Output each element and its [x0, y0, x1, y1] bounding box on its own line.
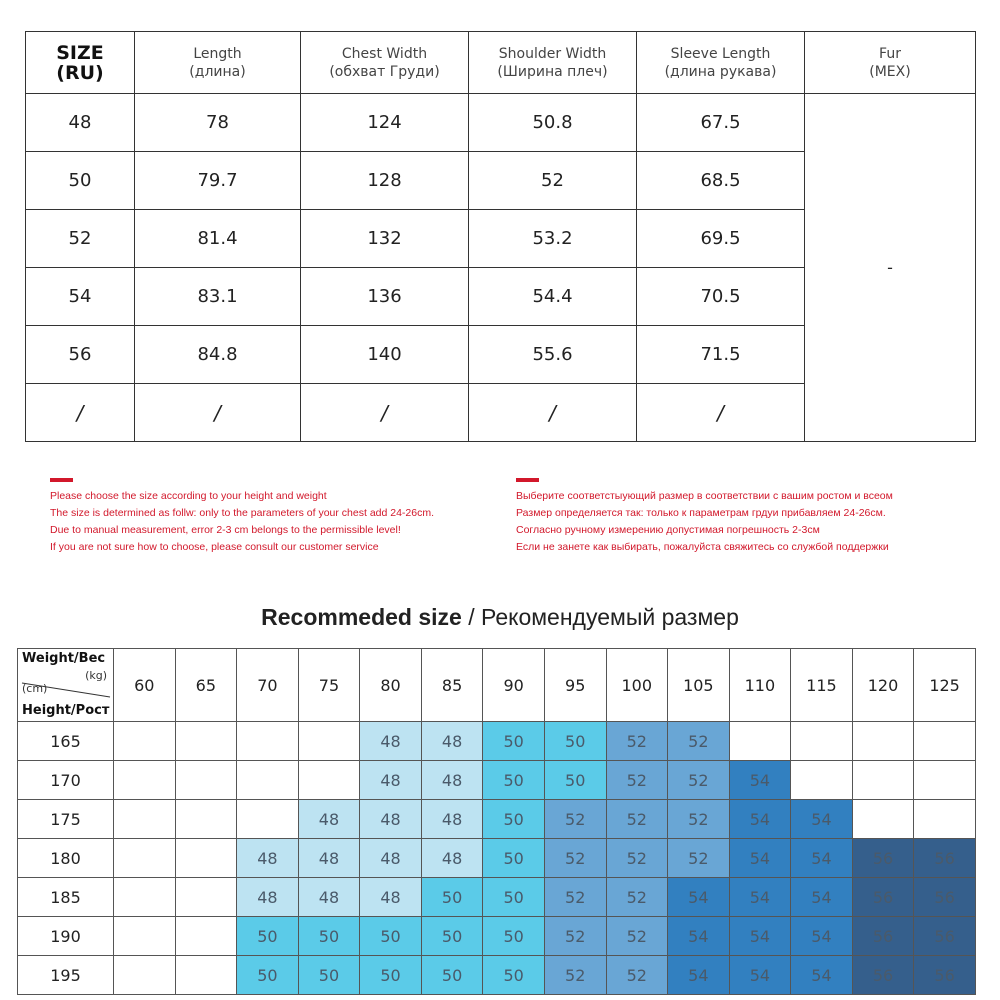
size-table — [25, 31, 976, 442]
size-cell: 48 — [298, 839, 360, 878]
size-cell — [114, 917, 176, 956]
weight-header: 100 — [606, 649, 668, 722]
size-cell: 50 — [298, 956, 360, 995]
size-cell — [914, 800, 976, 839]
weight-header: 65 — [175, 649, 237, 722]
table-cell: 54.4 — [469, 268, 637, 326]
column-header-ru: (длина) — [189, 63, 246, 80]
size-table-header — [26, 32, 976, 94]
table-cell: 55.6 — [469, 326, 637, 384]
size-cell — [852, 800, 914, 839]
size-cell: 56 — [914, 839, 976, 878]
table-cell: 67.5 — [637, 94, 805, 152]
table-cell: 56 — [26, 326, 135, 384]
size-cell: 56 — [914, 917, 976, 956]
size-cell — [175, 878, 237, 917]
size-header-line1: SIZE — [56, 41, 104, 64]
table-cell: 84.8 — [135, 326, 301, 384]
size-cell — [852, 761, 914, 800]
size-cell — [237, 722, 299, 761]
table-row — [18, 878, 976, 917]
table-cell: 78 — [135, 94, 301, 152]
table-cell: 68.5 — [637, 152, 805, 210]
size-cell — [175, 722, 237, 761]
height-label: Height/Рост — [22, 703, 110, 718]
size-cell: 50 — [544, 761, 606, 800]
size-cell: 50 — [483, 800, 545, 839]
size-cell: 52 — [668, 722, 730, 761]
size-cell: 50 — [421, 956, 483, 995]
size-cell: 52 — [606, 839, 668, 878]
column-header-ru: (обхват Груди) — [329, 63, 440, 80]
accent-bar — [50, 478, 73, 482]
size-cell: 50 — [298, 917, 360, 956]
table-cell: 140 — [301, 326, 469, 384]
size-header-line2: (RU) — [56, 61, 104, 84]
size-cell: 54 — [668, 956, 730, 995]
weight-header-row — [18, 649, 976, 722]
note-line: The size is determined as follw: only to the parameters of your chest add 24-26cm. — [50, 507, 435, 519]
height-cell: 170 — [18, 761, 114, 800]
size-cell: 56 — [852, 956, 914, 995]
size-cell — [114, 800, 176, 839]
size-cell — [791, 761, 853, 800]
column-header-ru: (MEX) — [869, 63, 911, 80]
size-cell — [914, 761, 976, 800]
size-cell: 52 — [606, 800, 668, 839]
height-cell: 165 — [18, 722, 114, 761]
size-cell: 50 — [483, 878, 545, 917]
weight-header: 115 — [791, 649, 853, 722]
size-cell: 56 — [914, 878, 976, 917]
table-row — [18, 800, 976, 839]
size-cell: 50 — [483, 956, 545, 995]
table-cell: / — [26, 384, 135, 442]
column-header-en: Chest Width — [341, 45, 428, 62]
table-cell: 70.5 — [637, 268, 805, 326]
size-cell — [237, 761, 299, 800]
size-cell: 52 — [668, 761, 730, 800]
size-cell: 50 — [237, 956, 299, 995]
size-cell: 50 — [360, 917, 422, 956]
table-row — [18, 839, 976, 878]
recommended-size-table — [17, 648, 976, 995]
table-row — [26, 94, 976, 152]
note-line: Please choose the size according to your height and weight — [50, 490, 327, 502]
recommended-title — [0, 604, 1000, 631]
size-cell: 52 — [668, 800, 730, 839]
column-header-en: Fur — [879, 45, 901, 62]
note-line: Размер определяется так: только к параметрам грдуи прибавляем 24-26см. — [516, 507, 886, 519]
size-cell: 48 — [237, 878, 299, 917]
table-cell: 50.8 — [469, 94, 637, 152]
size-cell: 52 — [544, 800, 606, 839]
size-cell: 50 — [483, 722, 545, 761]
size-cell: 50 — [421, 917, 483, 956]
size-cell: 48 — [421, 722, 483, 761]
size-cell — [175, 800, 237, 839]
weight-header: 105 — [668, 649, 730, 722]
height-cell: 195 — [18, 956, 114, 995]
size-cell: 48 — [360, 722, 422, 761]
size-cell — [298, 722, 360, 761]
column-header-en: Length — [193, 45, 242, 62]
sleeve-length-column-header — [637, 32, 805, 94]
size-cell — [298, 761, 360, 800]
size-cell: 54 — [729, 839, 791, 878]
size-cell — [175, 839, 237, 878]
size-cell: 54 — [729, 917, 791, 956]
size-cell: 48 — [360, 839, 422, 878]
size-cell: 48 — [298, 878, 360, 917]
table-cell: 79.7 — [135, 152, 301, 210]
size-cell — [175, 956, 237, 995]
size-cell: 52 — [606, 761, 668, 800]
size-cell: 48 — [298, 800, 360, 839]
table-cell: / — [637, 384, 805, 442]
size-cell: 52 — [606, 878, 668, 917]
weight-header: 125 — [914, 649, 976, 722]
size-cell: 50 — [483, 917, 545, 956]
weight-header: 70 — [237, 649, 299, 722]
table-row — [18, 761, 976, 800]
table-cell: 52 — [26, 210, 135, 268]
table-cell: 136 — [301, 268, 469, 326]
size-cell: 52 — [544, 917, 606, 956]
size-cell: 48 — [360, 761, 422, 800]
table-cell: 53.2 — [469, 210, 637, 268]
note-line: If you are not sure how to choose, please consult our customer service — [50, 541, 379, 553]
size-cell: 48 — [360, 878, 422, 917]
size-cell: 54 — [729, 761, 791, 800]
size-cell: 54 — [729, 956, 791, 995]
size-cell: 54 — [729, 878, 791, 917]
height-cell: 175 — [18, 800, 114, 839]
size-cell: 50 — [483, 761, 545, 800]
size-cell — [729, 722, 791, 761]
size-cell — [114, 878, 176, 917]
size-cell: 52 — [544, 878, 606, 917]
size-cell — [114, 839, 176, 878]
weight-header: 85 — [421, 649, 483, 722]
size-cell: 56 — [852, 839, 914, 878]
fur-value-cell: - — [805, 94, 976, 442]
table-cell: 128 — [301, 152, 469, 210]
size-cell — [175, 761, 237, 800]
table-cell: 71.5 — [637, 326, 805, 384]
note-line: Если не занете как выбирать, пожалуйста свяжитесь со службой поддержки — [516, 541, 889, 553]
chest-width-column-header — [301, 32, 469, 94]
table-row — [18, 917, 976, 956]
height-cell: 180 — [18, 839, 114, 878]
size-cell: 48 — [421, 839, 483, 878]
size-cell — [114, 722, 176, 761]
size-column-header — [26, 32, 135, 94]
column-header-en: Shoulder Width — [498, 45, 607, 62]
note-line: Due to manual measurement, error 2-3 cm belongs to the permissible level! — [50, 524, 401, 536]
table-cell: / — [301, 384, 469, 442]
size-cell: 50 — [421, 878, 483, 917]
size-cell — [914, 722, 976, 761]
size-cell: 56 — [852, 917, 914, 956]
fur-column-header — [805, 32, 976, 94]
kg-unit-label: (kg) — [85, 669, 107, 682]
size-cell — [237, 800, 299, 839]
size-cell: 52 — [606, 956, 668, 995]
table-cell: 50 — [26, 152, 135, 210]
note-line: Согласно ручному измерению допустимая погрешность 2-3см — [516, 524, 820, 536]
size-cell: 48 — [237, 839, 299, 878]
size-cell: 52 — [606, 722, 668, 761]
table-cell: 48 — [26, 94, 135, 152]
note-line: Выберите соответстыующий размер в соответствии с вашим ростом и всеом — [516, 490, 893, 502]
size-cell: 56 — [914, 956, 976, 995]
size-cell — [114, 956, 176, 995]
size-cell — [791, 722, 853, 761]
size-cell: 50 — [360, 956, 422, 995]
table-cell: 69.5 — [637, 210, 805, 268]
corner-header — [18, 649, 114, 722]
size-cell: 50 — [237, 917, 299, 956]
recommended-title-rest: / Рекомендуемый размер — [461, 604, 739, 630]
cm-unit-label: (cm) — [22, 682, 48, 695]
size-cell: 54 — [791, 956, 853, 995]
height-cell: 185 — [18, 878, 114, 917]
size-cell: 54 — [668, 878, 730, 917]
weight-header: 60 — [114, 649, 176, 722]
size-cell: 52 — [544, 839, 606, 878]
size-cell: 48 — [421, 800, 483, 839]
column-header-ru: (Ширина плеч) — [497, 63, 608, 80]
weight-header: 95 — [544, 649, 606, 722]
size-cell: 52 — [606, 917, 668, 956]
weight-header: 90 — [483, 649, 545, 722]
weight-header: 110 — [729, 649, 791, 722]
size-cell — [114, 761, 176, 800]
table-cell: 124 — [301, 94, 469, 152]
accent-bar — [516, 478, 539, 482]
notes-russian — [516, 478, 893, 556]
table-cell: / — [469, 384, 637, 442]
notes-english — [50, 478, 434, 556]
table-cell: 83.1 — [135, 268, 301, 326]
size-cell: 50 — [544, 722, 606, 761]
size-cell: 54 — [791, 878, 853, 917]
size-cell: 54 — [668, 917, 730, 956]
table-cell: 54 — [26, 268, 135, 326]
size-cell: 48 — [421, 761, 483, 800]
weight-label: Weight/Вес — [22, 651, 106, 666]
column-header-ru: (длина рукава) — [664, 63, 777, 80]
table-row — [18, 956, 976, 995]
size-cell: 56 — [852, 878, 914, 917]
length-column-header — [135, 32, 301, 94]
table-cell: / — [135, 384, 301, 442]
weight-header: 80 — [360, 649, 422, 722]
table-cell: 81.4 — [135, 210, 301, 268]
size-cell — [852, 722, 914, 761]
size-cell: 54 — [791, 800, 853, 839]
weight-header: 75 — [298, 649, 360, 722]
size-cell: 54 — [791, 917, 853, 956]
column-header-en: Sleeve Length — [670, 45, 771, 62]
size-cell — [175, 917, 237, 956]
size-cell: 48 — [360, 800, 422, 839]
size-cell: 50 — [483, 839, 545, 878]
table-cell: 132 — [301, 210, 469, 268]
size-cell: 54 — [791, 839, 853, 878]
height-cell: 190 — [18, 917, 114, 956]
size-cell: 54 — [729, 800, 791, 839]
size-cell: 52 — [668, 839, 730, 878]
table-row — [18, 722, 976, 761]
shoulder-width-column-header — [469, 32, 637, 94]
recommended-title-bold: Recommeded size — [261, 604, 462, 630]
table-cell: 52 — [469, 152, 637, 210]
size-cell: 52 — [544, 956, 606, 995]
weight-header: 120 — [852, 649, 914, 722]
